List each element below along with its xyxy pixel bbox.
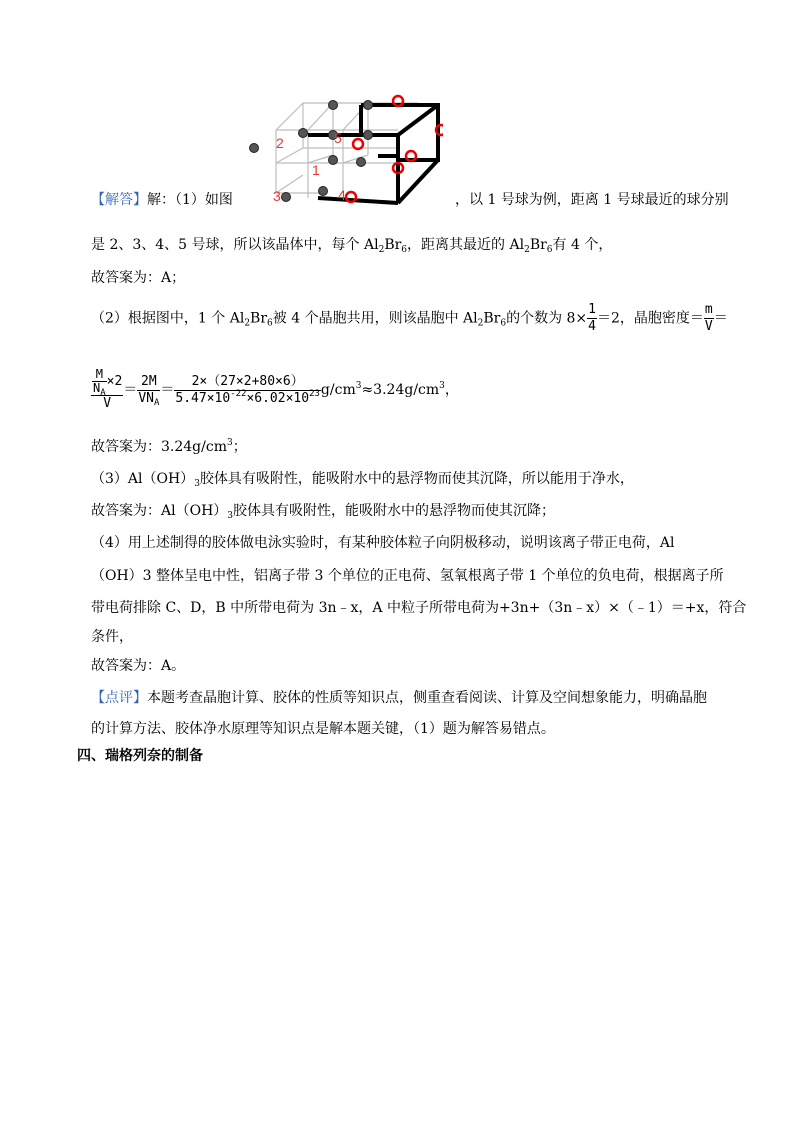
answer-line-11: 条件， [91, 629, 133, 645]
atom-label-5: 5 [334, 130, 342, 146]
answer-line-3: 故答案为：A； [91, 270, 186, 286]
cell-atoms [250, 101, 373, 202]
answer-line-2: 是 2、3、4、5 号球，所以该晶体中，每个 $Al_2Br_6$，距离其最近的 $Al_2Br_6$有 4 个， [91, 237, 613, 255]
answer-line-1: 【解答】解：（1）如图 [91, 192, 233, 208]
atom-label-2: 2 [276, 135, 284, 151]
formula-frac-1: $\frac{M}{N_A}$ ×2 V [93, 367, 123, 411]
atom-label-3: 3 [273, 188, 281, 204]
answer-tag: 【解答】 [91, 192, 147, 208]
formula-frac-3: $\frac{2\times(27\times 2+80\times 6)}{5.47\times 10^{-22}\times 6.02\times 10^{23}}$ [175, 373, 320, 406]
fraction-one-quarter: $\frac{1}{4}$ [588, 302, 596, 334]
cell-bold-edges [308, 105, 438, 203]
answer-line-5: 故答案为：$3.24g/cm^3$； [91, 438, 247, 455]
formula-frac-2: $\frac{2M}{VN_A}$ [138, 373, 160, 408]
section-heading: 四、瑞格列奈的制备 [77, 748, 203, 764]
crystal-cell-figure [248, 93, 443, 208]
density-formula: $\frac{M}{N_A}$ ×2 V ＝ $\frac{2M}{VN_A}$ ＝ $\frac{2\times(27\times 2+80\times 6)}{5.47\times 10^{-22}\times 6.02\times 10^{23}}$ $g/cm^3\approx 3.24g/cm^3$， [93, 367, 459, 411]
answer-line-7: 故答案为：$Al(OH)_3$胶体具有吸附性，能吸附水中的悬浮物而使其沉降； [91, 503, 556, 521]
answer-line-6: $(3)Al(OH)_3$胶体具有吸附性，能吸附水中的悬浮物而使其沉降，所以能用于净水， [91, 471, 634, 489]
answer-line-10: 带电荷排除 C、D，B 中所带电荷为 3n﹣x，A 中粒子所带电荷为+3n+（3n﹣x）×（﹣1）＝+x，符合 [91, 600, 747, 616]
atom-label-4: 4 [338, 187, 346, 203]
comment-tag: 【点评】 [91, 690, 147, 706]
atom-label-1: 1 [312, 162, 320, 178]
comment-line-1: 【点评】本题考查晶胞计算、胶体的性质等知识点，侧重查看阅读、计算及空间想象能力，明确晶胞 [91, 690, 707, 706]
answer-line-4: （2）根据图中，1 个 $Al_2Br_6$被 4 个晶胞共用，则该晶胞中 $Al_2Br_6$的个数为 8× $\frac{1}{4}$ ＝2，晶胞密度＝ $\frac{m}{V}$ ＝ [91, 302, 728, 334]
comment-line-2: 的计算方法、胶体净水原理等知识点是解本题关键，（1）题为解答易错点。 [91, 721, 555, 737]
fraction-m-over-v: $\frac{m}{V}$ [704, 302, 713, 334]
answer-line-8: （4）用上述制得的胶体做电泳实验时，有某种胶体粒子向阴极移动，说明该离子带正电荷，Al [91, 535, 675, 551]
answer-line-9: （OH）3 整体呈电中性，铝离子带 3 个单位的正电荷、氢氧根离子带 1 个单位的负电荷，根据离子所 [91, 568, 724, 584]
answer-line-12: 故答案为：A。 [91, 658, 186, 674]
answer-line-1-cont: ，以 1 号球为例，距离 1 号球最近的球分别 [455, 192, 729, 208]
